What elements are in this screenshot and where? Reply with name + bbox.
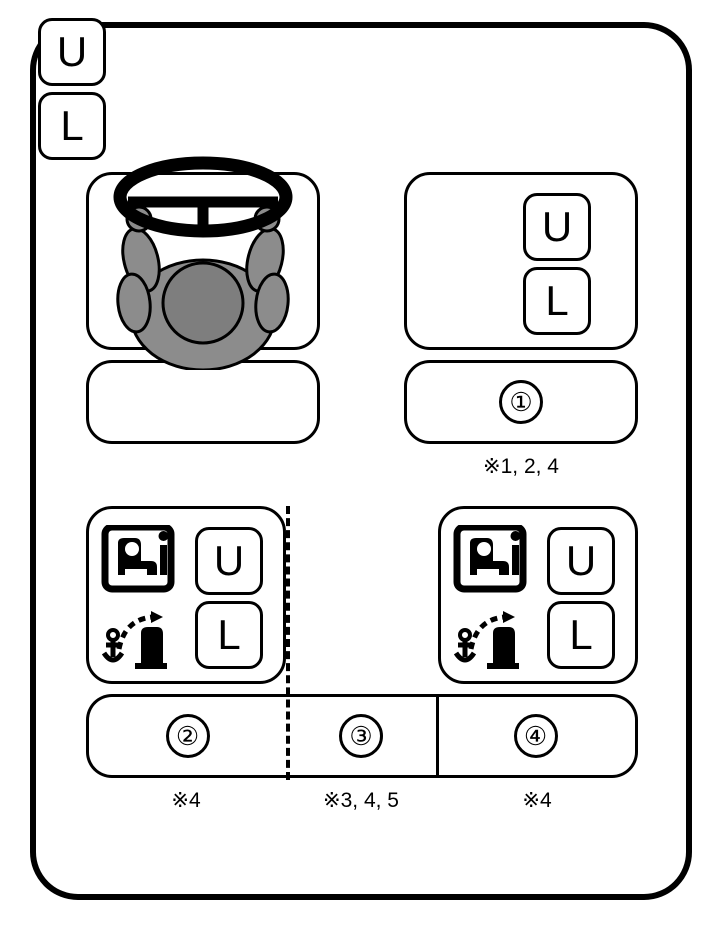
rear-position-divider xyxy=(436,694,439,778)
rear-left-position-cell xyxy=(86,694,286,778)
mark-l-rear-right: L xyxy=(547,601,615,669)
rear-left-seat-cell xyxy=(86,506,286,684)
child-seat-isofix-icon xyxy=(453,525,531,593)
rear-right-position-cell xyxy=(436,694,638,778)
child-seat-isofix-icon xyxy=(101,525,179,593)
footnote-front-passenger: ※1, 2, 4 xyxy=(483,455,559,478)
rear-center-position-cell xyxy=(286,694,436,778)
mark-l-rear-center: L xyxy=(38,92,106,160)
front-passenger-position-cell xyxy=(404,360,638,444)
position-number-3: ③ xyxy=(339,714,383,758)
mark-l-front-passenger: L xyxy=(523,267,591,335)
position-number-1: ① xyxy=(499,380,543,424)
position-number-4: ④ xyxy=(514,714,558,758)
rear-right-seat-cell xyxy=(438,506,638,684)
footnote-rear-left: ※4 xyxy=(171,789,201,812)
footnote-rear-center: ※3, 4, 5 xyxy=(323,789,399,812)
driver-seat-cushion xyxy=(86,360,320,444)
position-number-2: ② xyxy=(166,714,210,758)
mark-u-front-passenger: U xyxy=(523,193,591,261)
driver-seat-backrest xyxy=(86,172,320,350)
front-passenger-seat-cell xyxy=(404,172,638,350)
child-seat-toptether-icon xyxy=(101,605,179,673)
mark-u-rear-right: U xyxy=(547,527,615,595)
mark-u-rear-center: U xyxy=(38,18,106,86)
footnote-rear-right: ※4 xyxy=(522,789,552,812)
child-seat-toptether-icon xyxy=(453,605,531,673)
rear-seat-dashed-divider xyxy=(286,506,290,780)
mark-l-rear-left: L xyxy=(195,601,263,669)
mark-u-rear-left: U xyxy=(195,527,263,595)
